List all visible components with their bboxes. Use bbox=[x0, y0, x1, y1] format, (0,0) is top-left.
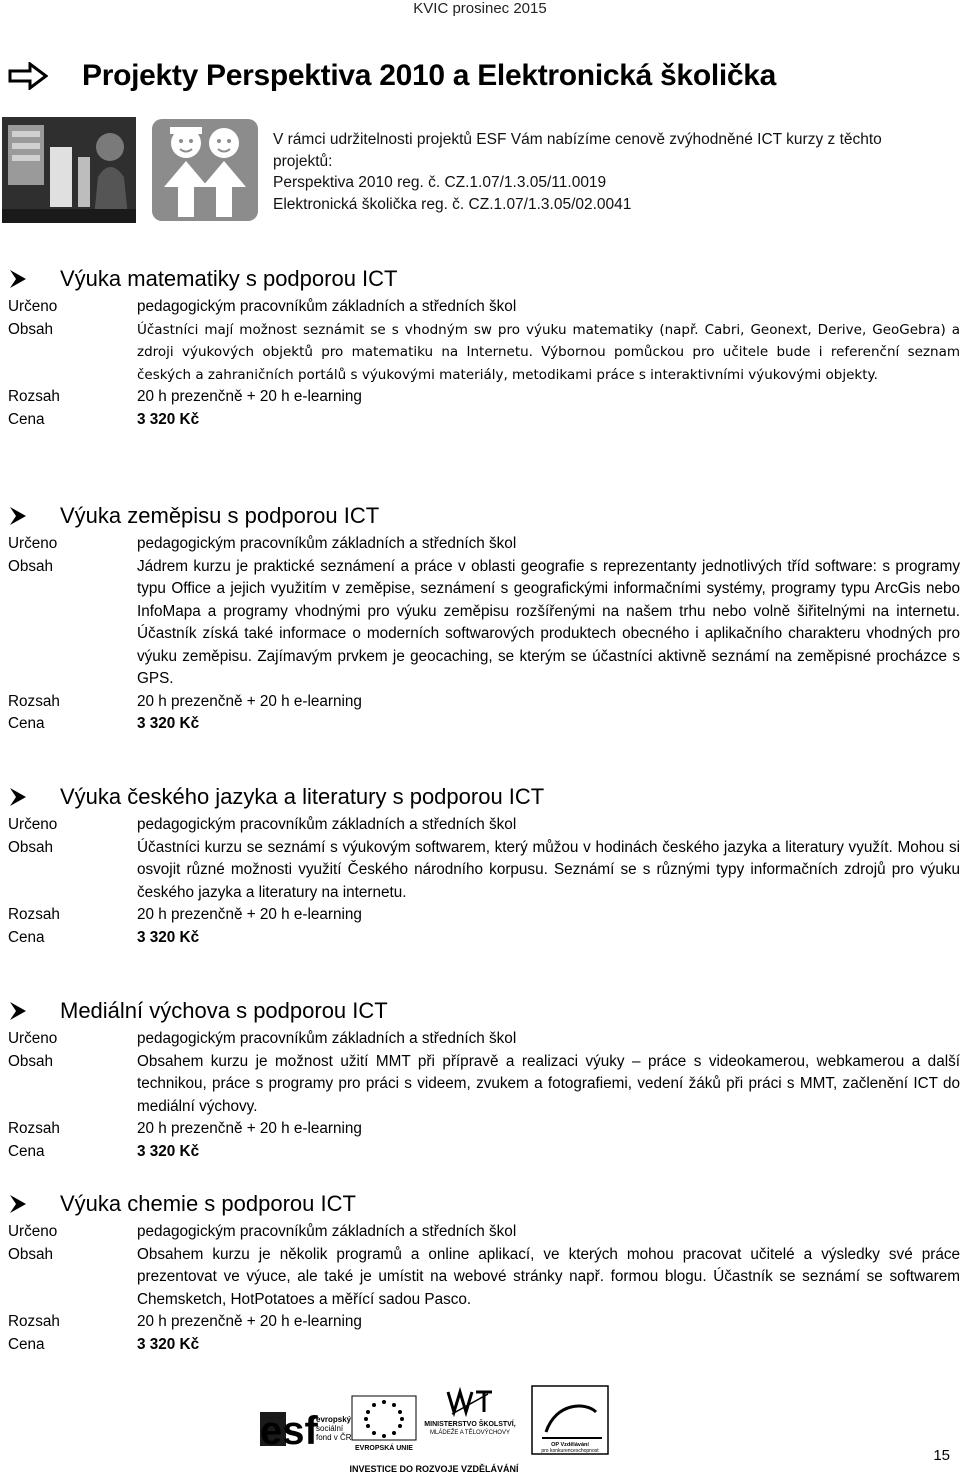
course-price: 3 320 Kč bbox=[137, 1335, 200, 1353]
label-obsah: Obsah bbox=[8, 1052, 54, 1070]
course-audience: pedagogickým pracovníkům základních a středních škol bbox=[137, 1223, 517, 1240]
course-title: Mediální výchova s podporou ICT bbox=[60, 998, 388, 1023]
checkmark-arrow-icon bbox=[8, 268, 28, 290]
running-header: KVIC prosinec 2015 bbox=[413, 0, 547, 17]
intro-line: projektů: bbox=[273, 152, 333, 170]
course-section bbox=[8, 262, 960, 431]
course-content: Jádrem kurzu je praktické seznámení a práce v oblasti geografie s reprezentanty jednotlivých tříd software: s programy typu Office a jejich využitím v zeměpise, seznámení s geografickými informačními systémy, programy typu ArcGis nebo InfoMapa a programy vhodnými pro výuku zeměpisu rozšířenými na našem trhu nebo volně šiřitelnými na internetu. Účastník získá také informace o moderních softwarových produktech obecného i aplikačního charakteru vhodných pro výuku zeměpisu. Zajímavým prvkem je geocaching, se kterým se účastníci aktivně seznámí na zeměpisné procházce s GPS. bbox=[137, 557, 960, 687]
course-title: Výuka chemie s podporou ICT bbox=[60, 1191, 356, 1216]
course-content: Obsahem kurzu je několik programů a online aplikací, ve kterých mohou pracovat učitelé a výsledky své práce prezentovat ve výuce, ale také je umístit na webové stránky např. formou blogu. Účastník se seznámí se softwarem Chemsketch, HotPotatoes a měřící sadou Pasco. bbox=[137, 1245, 960, 1308]
outline-arrow-right-icon bbox=[8, 62, 48, 90]
msmt-text-2: MLÁDEŽE A TĚLOVÝCHOVY bbox=[430, 1430, 510, 1436]
course-scope: 20 h prezenčně + 20 h e-learning bbox=[137, 692, 362, 710]
label-cena: Cena bbox=[8, 410, 45, 428]
page-number: 15 bbox=[933, 1447, 950, 1464]
course-section bbox=[8, 1187, 960, 1356]
label-cena: Cena bbox=[8, 715, 45, 732]
course-content: Účastníci kurzu se seznámí s výukovým softwarem, který můžou v hodinách českého jazyka a literatury využít. Mohou si osvojit různé možnosti využití Českého národního korpusu. Seznámí se s různými typy informačních zdrojů pro výuku českého jazyka a literatury na internetu. bbox=[137, 838, 960, 901]
course-section bbox=[8, 994, 960, 1163]
intro-line: Elektronická školička reg. č. CZ.1.07/1.3.05/02.0041 bbox=[273, 195, 632, 213]
course-title: Výuka zeměpisu s podporou ICT bbox=[60, 503, 380, 528]
label-obsah: Obsah bbox=[8, 1245, 54, 1263]
course-scope: 20 h prezenčně + 20 h e-learning bbox=[137, 906, 362, 923]
course-section bbox=[8, 499, 960, 736]
course-scope: 20 h prezenčně + 20 h e-learning bbox=[137, 1120, 362, 1137]
label-obsah: Obsah bbox=[8, 557, 54, 575]
label-rozsah: Rozsah bbox=[8, 388, 60, 405]
course-audience: pedagogickým pracovníkům základních a středních škol bbox=[137, 1030, 517, 1047]
course-title: Výuka matematiky s podporou ICT bbox=[60, 266, 398, 291]
label-cena: Cena bbox=[8, 928, 45, 946]
investice-slogan: INVESTICE DO ROZVOJE VZDĚLÁVÁNÍ bbox=[349, 1464, 519, 1474]
course-title: Výuka českého jazyka a literatury s podporou ICT bbox=[60, 784, 545, 809]
intro-banner bbox=[0, 115, 960, 225]
title-row bbox=[8, 56, 952, 96]
elektronicka-skolicka-logo bbox=[150, 117, 260, 223]
label-urceno: Určeno bbox=[8, 535, 58, 552]
classroom-photo bbox=[2, 117, 136, 223]
checkmark-arrow-icon bbox=[8, 786, 28, 808]
esf-text-2: sociální bbox=[316, 1424, 344, 1433]
intro-text bbox=[273, 129, 882, 215]
op-vk-logo bbox=[532, 1386, 608, 1454]
svg-text:esf: esf bbox=[260, 1409, 318, 1453]
label-rozsah: Rozsah bbox=[8, 692, 60, 710]
course-price: 3 320 Kč bbox=[137, 1142, 200, 1160]
label-cena: Cena bbox=[8, 1142, 45, 1160]
label-rozsah: Rozsah bbox=[8, 906, 60, 923]
course-scope: 20 h prezenčně + 20 h e-learning bbox=[137, 388, 362, 405]
op-text-2: pro konkurenceschopnost bbox=[541, 1448, 599, 1454]
eu-funding-logos bbox=[256, 1382, 612, 1479]
course-content: Obsahem kurzu je možnost užití MMT při přípravě a realizaci výuky – práce s videokamerou, webkamerou a další technikou, práce s programy pro práci s videem, zvukem a fotografiemi, vedení žáků při práci s MMT, začlenění ICT do mediální výchovy. bbox=[137, 1052, 960, 1115]
label-obsah: Obsah bbox=[8, 320, 54, 338]
op-text-1: OP Vzdělávání bbox=[551, 1442, 589, 1448]
course-price: 3 320 Kč bbox=[137, 715, 200, 732]
intro-line: Perspektiva 2010 reg. č. CZ.1.07/1.3.05/11.0019 bbox=[273, 174, 607, 191]
checkmark-arrow-icon bbox=[8, 505, 28, 527]
course-section bbox=[8, 780, 960, 949]
label-urceno: Určeno bbox=[8, 1030, 58, 1047]
msmt-text-1: MINISTERSTVO ŠKOLSTVÍ, bbox=[424, 1421, 516, 1428]
label-rozsah: Rozsah bbox=[8, 1313, 60, 1330]
eu-label: EVROPSKÁ UNIE bbox=[355, 1445, 413, 1452]
course-audience: pedagogickým pracovníkům základních a středních škol bbox=[137, 535, 517, 552]
label-urceno: Určeno bbox=[8, 298, 58, 315]
course-price: 3 320 Kč bbox=[137, 410, 200, 428]
checkmark-arrow-icon bbox=[8, 1193, 28, 1215]
intro-line: V rámci udržitelnosti projektů ESF Vám nabízíme cenově zvýhodněné ICT kurzy z těchto bbox=[273, 131, 882, 148]
page-title: Projekty Perspektiva 2010 a Elektronická školička bbox=[82, 59, 777, 92]
label-obsah: Obsah bbox=[8, 838, 54, 856]
label-urceno: Určeno bbox=[8, 1223, 58, 1240]
label-cena: Cena bbox=[8, 1335, 45, 1353]
course-audience: pedagogickým pracovníkům základních a středních škol bbox=[137, 298, 517, 315]
course-scope: 20 h prezenčně + 20 h e-learning bbox=[137, 1313, 362, 1330]
label-urceno: Určeno bbox=[8, 816, 58, 833]
esf-text-3: fond v ČR bbox=[316, 1433, 352, 1442]
esf-text-1: evropský bbox=[316, 1415, 352, 1424]
label-rozsah: Rozsah bbox=[8, 1120, 60, 1137]
course-content: Účastníci mají možnost seznámit se s vhodným sw pro výuku matematiky (např. Cabri, Geonext, Derive, GeoGebra) a zdroji výukových objektů pro matematiku na Internetu. Výbornou pomůckou pro učitele bude i referenční seznam českých a zahraničních portálů s výukovými materiály, metodikami práce s interaktivními výukovými objekty. bbox=[137, 321, 960, 383]
checkmark-arrow-icon bbox=[8, 1000, 28, 1022]
course-audience: pedagogickým pracovníkům základních a středních škol bbox=[137, 816, 517, 833]
course-price: 3 320 Kč bbox=[137, 928, 200, 946]
